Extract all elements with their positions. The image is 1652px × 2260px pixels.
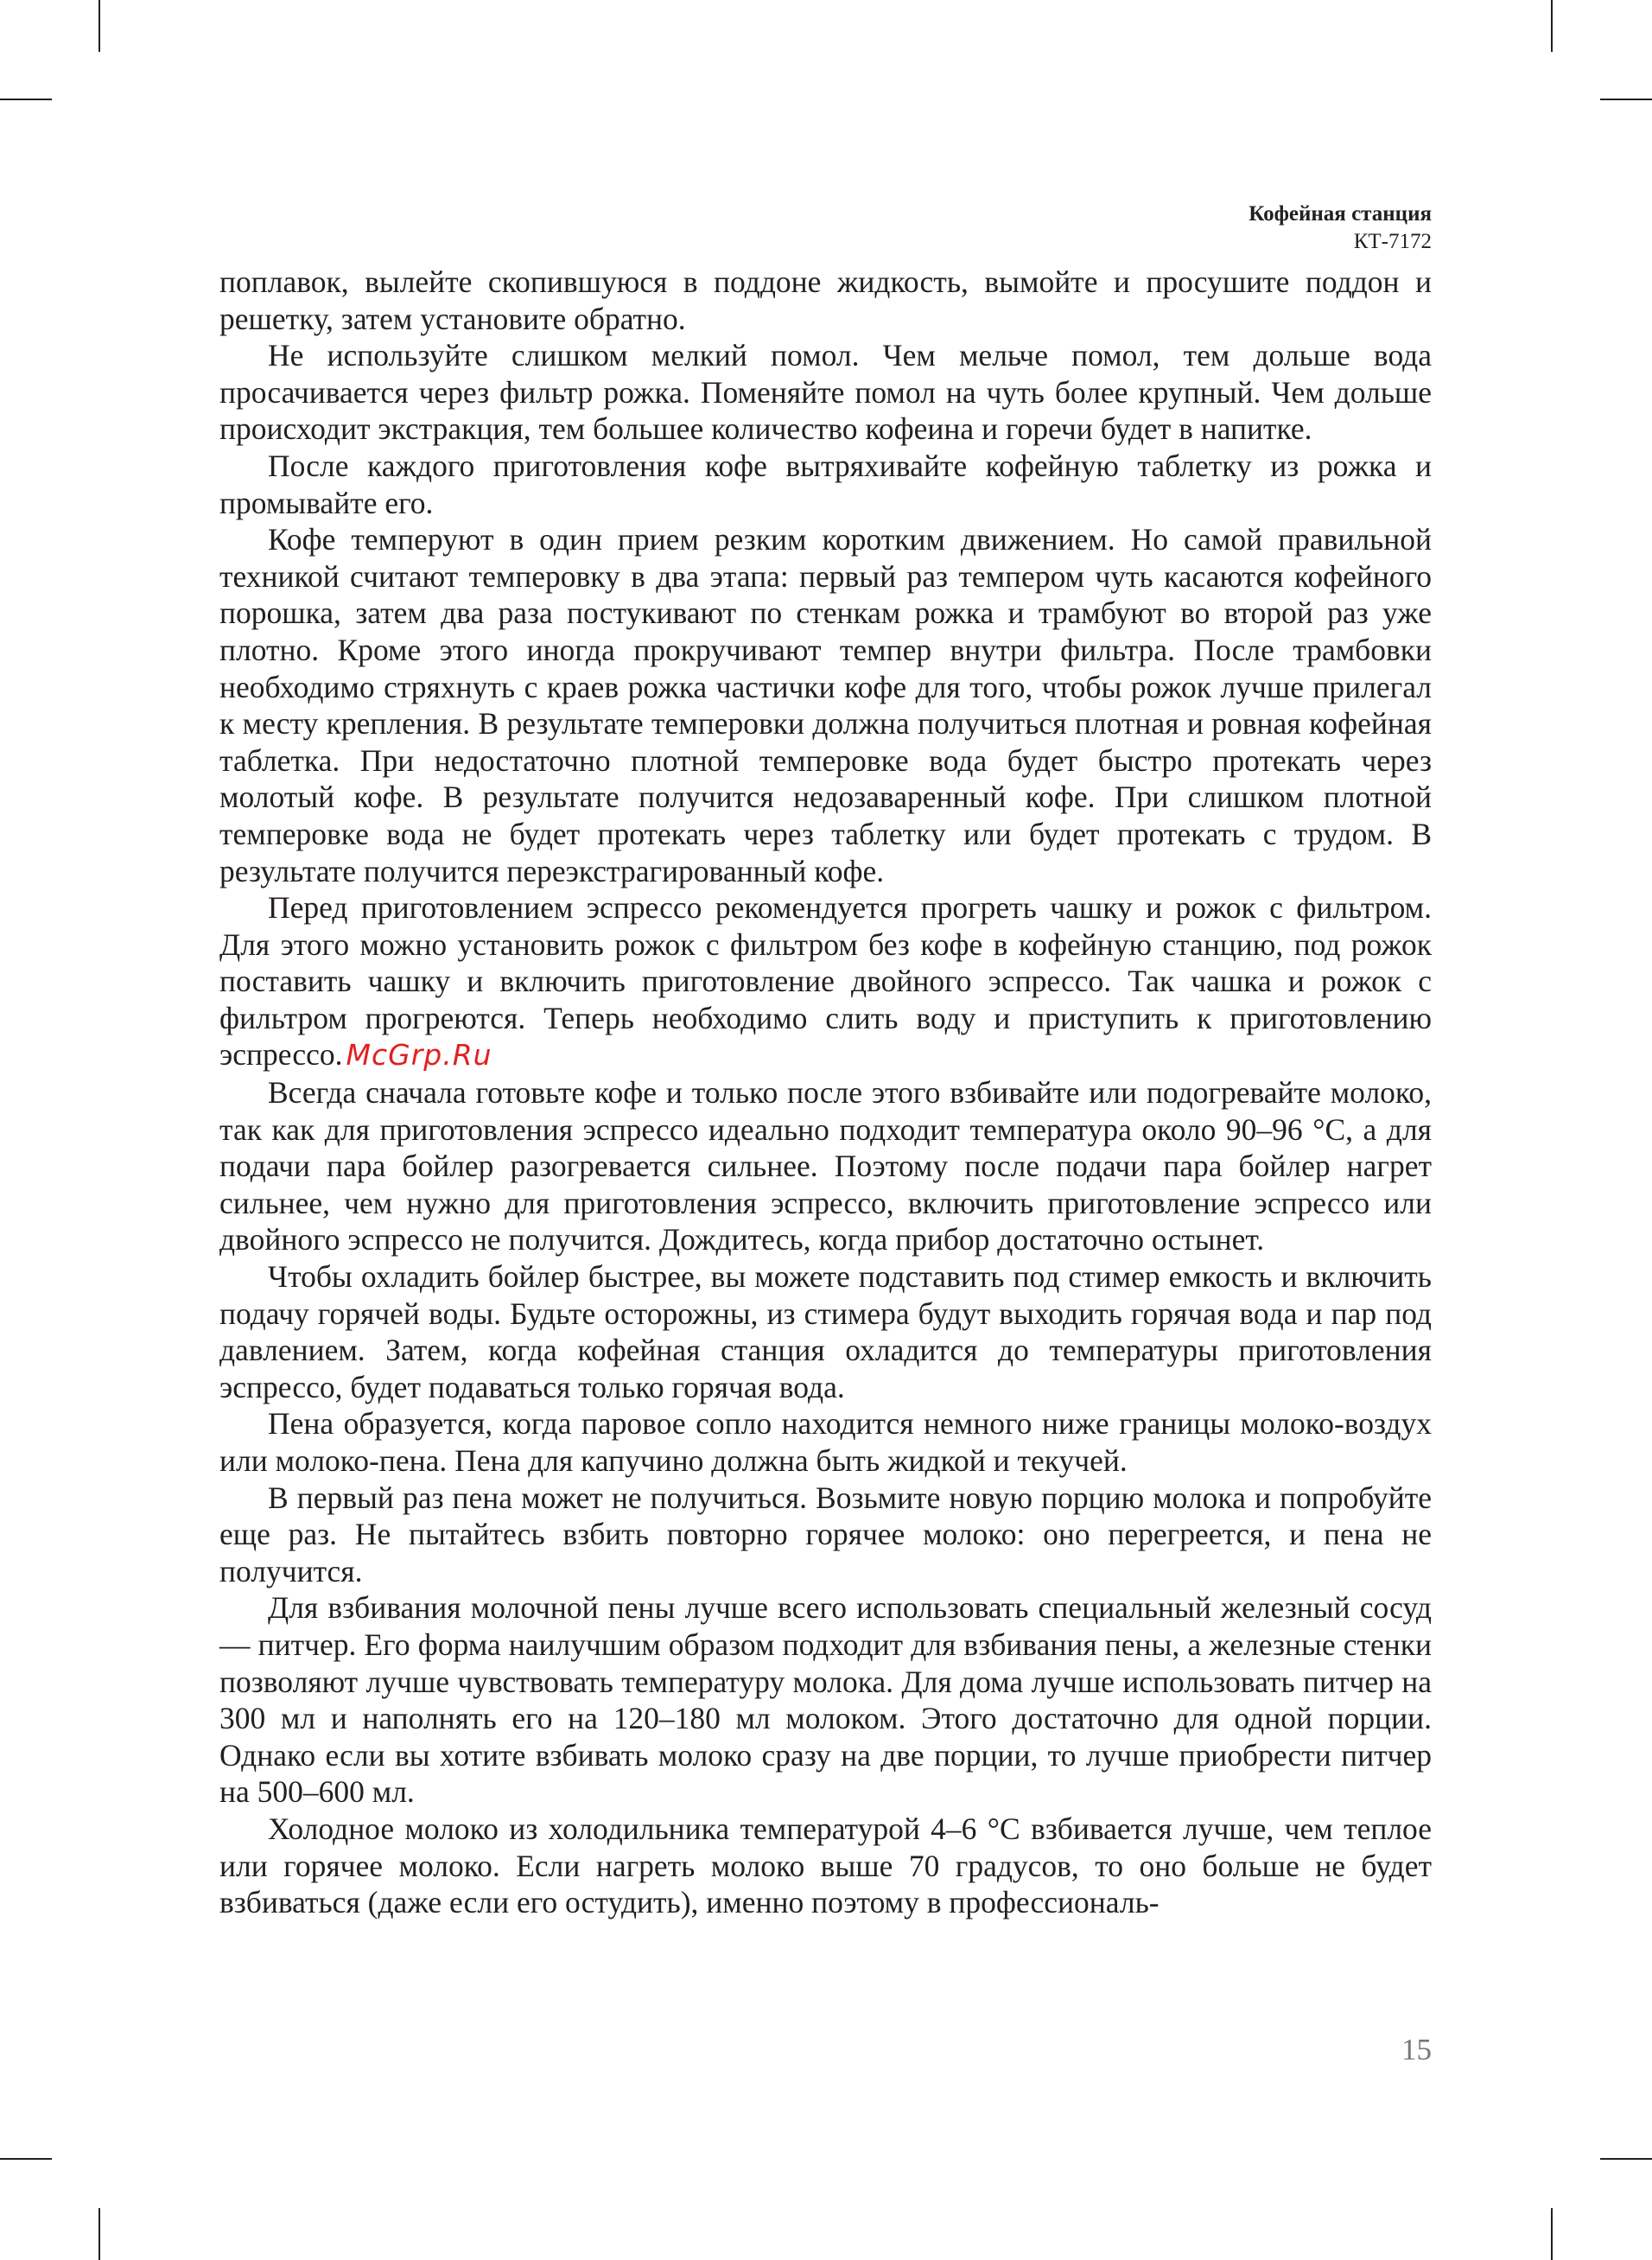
- paragraph: В первый раз пена может не получиться. Возьмите новую порцию молока и попробуйте еще раз. Не пытайтесь взбить повторно горячее молоко: оно перегреется, и пена не получится.: [219, 1480, 1432, 1588]
- crop-mark: [1600, 2158, 1652, 2160]
- paragraph: Кофе темперуют в один прием резким коротким движением. Но самой правильной техникой считают темперовку в два этапа: первый раз темпером чуть касаются кофейного порошка, затем два раза постукивают по стенкам рожка и трамбуют во второй раз уже плотно. Кроме этого иногда прокручивают темпер внутри фильтра. После трамбовки необходимо стряхнуть с краев рожка частички кофе для того, чтобы рожок лучше прилегал к месту крепления. В результате темперовки должна получиться плотная и ровная кофейная таблетка. При недостаточно плотной темперовке вода будет быстро протекать через молотый кофе. В результате получится недозаваренный кофе. При слишком плотной темперовке вода не будет протекать через таблетку или будет протекать с трудом. В результате получится переэкстрагированный кофе.: [219, 522, 1432, 888]
- crop-mark: [1600, 99, 1652, 100]
- header-title: Кофейная станция: [1249, 202, 1432, 226]
- running-header: [1249, 201, 1432, 256]
- paragraph: Всегда сначала готовьте кофе и только после этого взбивайте или подогревайте молоко, так как для приготовления эспрессо идеально подходит температура около 90–96 °С, а для подачи пара бойлер разогревается сильнее. Поэтому после подачи пара бойлер нагрет сильнее, чем нужно для приготовления эспрессо, включить приготовление эспрессо или двойного эспрессо не получится. Дождитесь, когда прибор достаточно остынет.: [219, 1075, 1432, 1257]
- paragraph: После каждого приготовления кофе вытряхивайте кофейную таблетку из рожка и промывайте его.: [219, 448, 1432, 520]
- page-number: 15: [1401, 2033, 1432, 2066]
- crop-mark: [1551, 2208, 1553, 2260]
- paragraph-text: Перед приготовлением эспрессо рекомендуется прогреть чашку и рожок с фильтром. Для этого можно установить рожок с фильтром без кофе в кофейную станцию, под рожок поставить чашку и включить приготовление двойного эспрессо. Так чашка и рожок с фильтром прогреются. Теперь необходимо слить воду и приступить к приготовлению эспрессо.: [219, 890, 1432, 1073]
- crop-mark: [98, 0, 100, 52]
- paragraph: Холодное молоко из холодильника температурой 4–6 °С взбивается лучше, чем теплое или горячее молоко. Если нагреть молоко выше 70 градусов, то оно больше не будет взбиваться (даже если его остудить), именно поэтому в профессиональ-: [219, 1811, 1432, 1920]
- crop-mark: [98, 2208, 100, 2260]
- crop-mark: [0, 2158, 52, 2160]
- watermark-link[interactable]: McGrp.Ru: [346, 1038, 492, 1073]
- header-model: КТ-7172: [1353, 230, 1432, 253]
- paragraph: поплавок, вылейте скопившуюся в поддоне жидкость, вымойте и просушите поддон и решетку, затем установите обратно.: [219, 264, 1432, 336]
- body-text: [219, 264, 1432, 1921]
- paragraph: Чтобы охладить бойлер быстрее, вы можете подставить под стимер емкость и включить подачу горячей воды. Будьте осторожны, из стимера будут выходить горячая вода и пар под давлением. Затем, когда кофейная станция охладится до температуры приготовления эспрессо, будет подаваться только горячая вода.: [219, 1259, 1432, 1404]
- paragraph: Для взбивания молочной пены лучше всего использовать специальный железный сосуд — питчер. Его форма наилучшим образом подходит для взбивания пены, а железные стенки позволяют лучше чувствовать температуру молока. Для дома лучше использовать питчер на 300 мл и наполнять его на 120–180 мл молоком. Этого достаточно для одной порции. Однако если вы хотите взбивать молоко сразу на две порции, то лучше приобрести питчер на 500–600 мл.: [219, 1590, 1432, 1810]
- crop-mark: [1551, 0, 1553, 52]
- paragraph: Не используйте слишком мелкий помол. Чем мельче помол, тем дольше вода просачивается через фильтр рожка. Поменяйте помол на чуть более крупный. Чем дольше происходит экстракция, тем большее количество кофеина и горечи будет в напитке.: [219, 338, 1432, 447]
- crop-mark: [0, 99, 52, 100]
- paragraph: Пена образуется, когда паровое сопло находится немного ниже границы молоко-воздух или молоко-пена. Пена для капучино должна быть жидкой и текучей.: [219, 1406, 1432, 1478]
- paragraph: [219, 889, 1432, 1074]
